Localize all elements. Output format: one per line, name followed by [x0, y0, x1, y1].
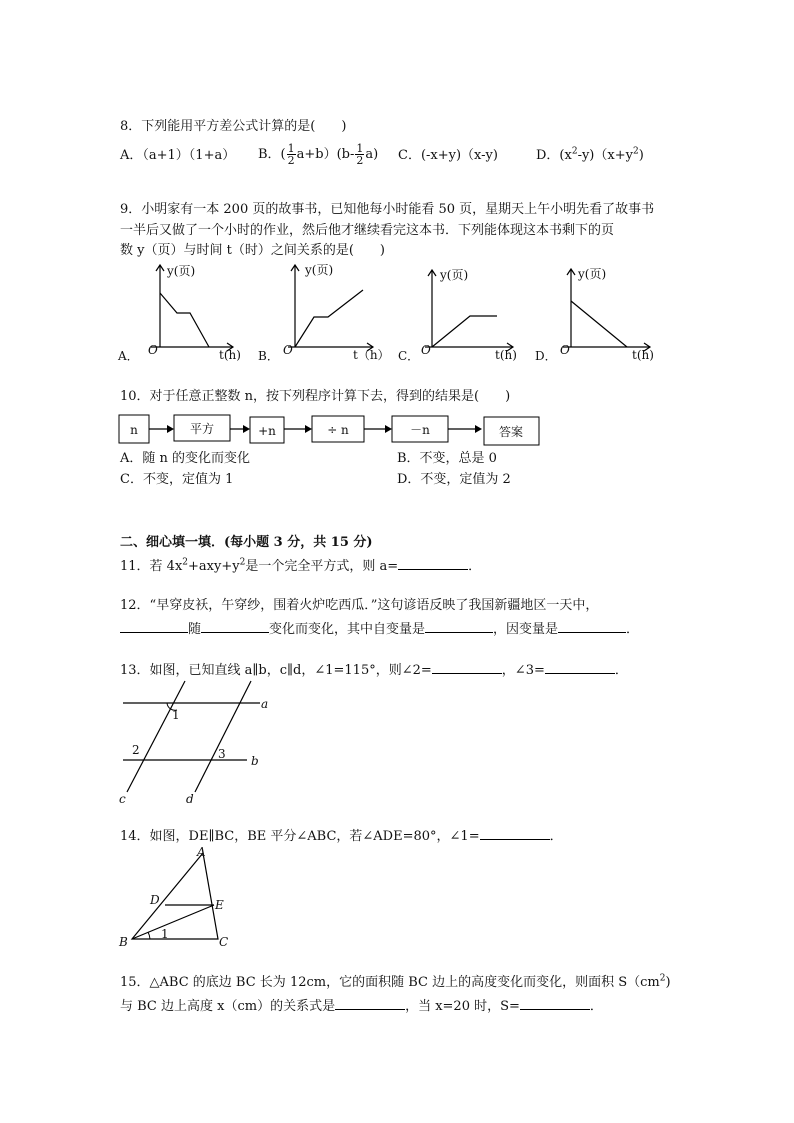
answer-blank[interactable]	[558, 618, 626, 633]
q9-graph-a-letter: A．	[118, 349, 139, 363]
section-title: 二、细心填一填．(每小题 3 分，共 15 分)	[120, 535, 373, 550]
q8-option-a: A．（a+1）（1+a）	[120, 148, 236, 163]
q10-stem: 10．对于任意正整数 n，按下列程序计算下去，得到的结果是( )	[120, 389, 511, 404]
x-axis-label: t(h)	[219, 348, 241, 362]
answer-blank[interactable]	[545, 659, 615, 674]
point-c-label: C	[219, 935, 229, 949]
q8-option-b: B．( $\frac{1}{2}$ a+b）(b- $\frac{1}{2}$ a)	[258, 142, 379, 167]
q12-line2: 随 变化而变化，其中自变量是 ，因变量是 ．	[120, 618, 639, 639]
fraction: $\frac{1}{2}$	[356, 142, 364, 167]
line-a-label: a	[261, 697, 269, 711]
point-b-label: B	[119, 935, 128, 949]
q15-line1: 15．△ABC 的底边 BC 长为 12cm，它的面积随 BC 边上的高度变化而变化，则面积 $S(cm^2)$	[120, 973, 671, 990]
q8-stem: 8．下列能用平方差公式计算的是( )	[120, 119, 347, 134]
q10-option-d: D．不变，定值为 2	[397, 472, 511, 487]
q10-option-a: A．随 n 的变化而变化	[120, 451, 251, 466]
flow-text-answer: 答案	[498, 425, 524, 439]
x-axis-label: t（h）	[353, 348, 390, 362]
q14-figure	[115, 845, 245, 953]
q8-option-c: C．(-x+y)（x-y)	[398, 148, 498, 163]
triangle-abc	[132, 853, 218, 939]
origin-label: O	[560, 343, 570, 357]
q10-option-c: C．不变，定值为 1	[120, 472, 234, 487]
y-axis-label: y(页)	[167, 264, 196, 278]
q15-line2: 与 BC 边上高度 x（cm）的关系式是 ，当 x=20 时，S= ．	[120, 995, 603, 1016]
angle-1-label: 1	[172, 708, 180, 722]
answer-blank[interactable]	[520, 995, 590, 1010]
q9-graph-b	[255, 262, 395, 367]
flow-arrowhead-icon	[243, 425, 250, 433]
flow-text-minus-n: －n	[410, 423, 430, 437]
answer-blank[interactable]	[120, 618, 188, 633]
y-axis-label: y(页)	[578, 267, 607, 281]
flow-arrowhead-icon	[475, 425, 482, 433]
fraction: $\frac{1}{2}$	[287, 142, 295, 167]
line-c	[127, 681, 185, 792]
flow-text-n: n	[130, 423, 138, 437]
answer-blank[interactable]	[432, 659, 502, 674]
segment-be	[132, 905, 214, 939]
flow-text-div-n: ÷ n	[327, 423, 349, 437]
angle-1-label: 1	[161, 927, 169, 941]
flow-text-square: 平方	[189, 422, 215, 436]
q10-option-b: B．不变，总是 0	[397, 451, 497, 466]
q9-graph-b-line	[295, 290, 363, 347]
origin-label: O	[283, 343, 293, 357]
answer-blank[interactable]	[201, 618, 269, 633]
angle-1-arc-icon	[148, 932, 150, 939]
q9-graph-d	[532, 262, 672, 367]
q9-graph-d-line	[571, 301, 627, 347]
q9-graph-a-line	[160, 293, 209, 347]
q9-graph-c-line	[432, 316, 497, 347]
answer-blank[interactable]	[398, 555, 468, 570]
line-b-label: b	[251, 754, 259, 768]
q9-graph-a	[115, 262, 255, 367]
x-axis-label: t(h)	[495, 348, 517, 362]
q13-figure	[115, 676, 275, 808]
y-axis-label: y(页)	[440, 268, 469, 282]
flow-arrowhead-icon	[305, 425, 312, 433]
q9-line1: 9．小明家有一本 200 页的故事书，已知他每小时能看 50 页，星期天上午小明先看了故事书	[120, 202, 655, 217]
line-d-label: d	[186, 792, 194, 806]
q9-graph-c-letter: C．	[398, 349, 420, 363]
q9-line3: 数 y（页）与时间 t（时）之间关系的是( )	[120, 243, 385, 258]
answer-blank[interactable]	[480, 825, 550, 840]
q9-graph-d-letter: D．	[535, 349, 557, 363]
x-axis-label: t(h)	[632, 348, 654, 362]
line-c-label: c	[119, 792, 126, 806]
angle-3-label: 3	[218, 747, 226, 761]
q10-flowchart	[118, 413, 548, 449]
line-d	[195, 681, 251, 792]
flow-text-plus-n: +n	[258, 424, 276, 438]
point-d-label: D	[150, 893, 160, 907]
q11: 11．若 $4x^2+axy+y^2$是一个完全平方式，则 a= ．	[120, 555, 481, 576]
origin-label: O	[148, 343, 158, 357]
answer-blank[interactable]	[335, 995, 405, 1010]
q9-line2: 一半后又做了一个小时的作业，然后他才继续看完这本书．下列能体现这本书剩下的页	[120, 223, 615, 238]
q9-graph-b-letter: B．	[258, 349, 279, 363]
point-a-label: A	[197, 845, 206, 859]
y-axis-label: y(页)	[305, 263, 334, 277]
flow-arrowhead-icon	[167, 425, 174, 433]
q14-text: 14．如图，DE∥BC，BE 平分∠ABC，若∠ADE=80°，∠1= ．	[120, 825, 563, 846]
point-e-label: E	[215, 898, 224, 912]
answer-blank[interactable]	[425, 618, 493, 633]
q9-graph-c	[395, 262, 535, 367]
q8-option-d: D．$(x^2-y)(x+y^2)$	[536, 146, 644, 163]
flow-arrowhead-icon	[385, 425, 392, 433]
angle-2-label: 2	[132, 743, 140, 757]
origin-label: O	[421, 343, 431, 357]
q12-line1: 12．“早穿皮袄，午穿纱，围着火炉吃西瓜．”这句谚语反映了我国新疆地区一天中，	[120, 598, 599, 613]
q13-text: 13．如图，已知直线 a∥b，c∥d，∠1=115°，则∠2= ，∠3= ．	[120, 659, 628, 680]
